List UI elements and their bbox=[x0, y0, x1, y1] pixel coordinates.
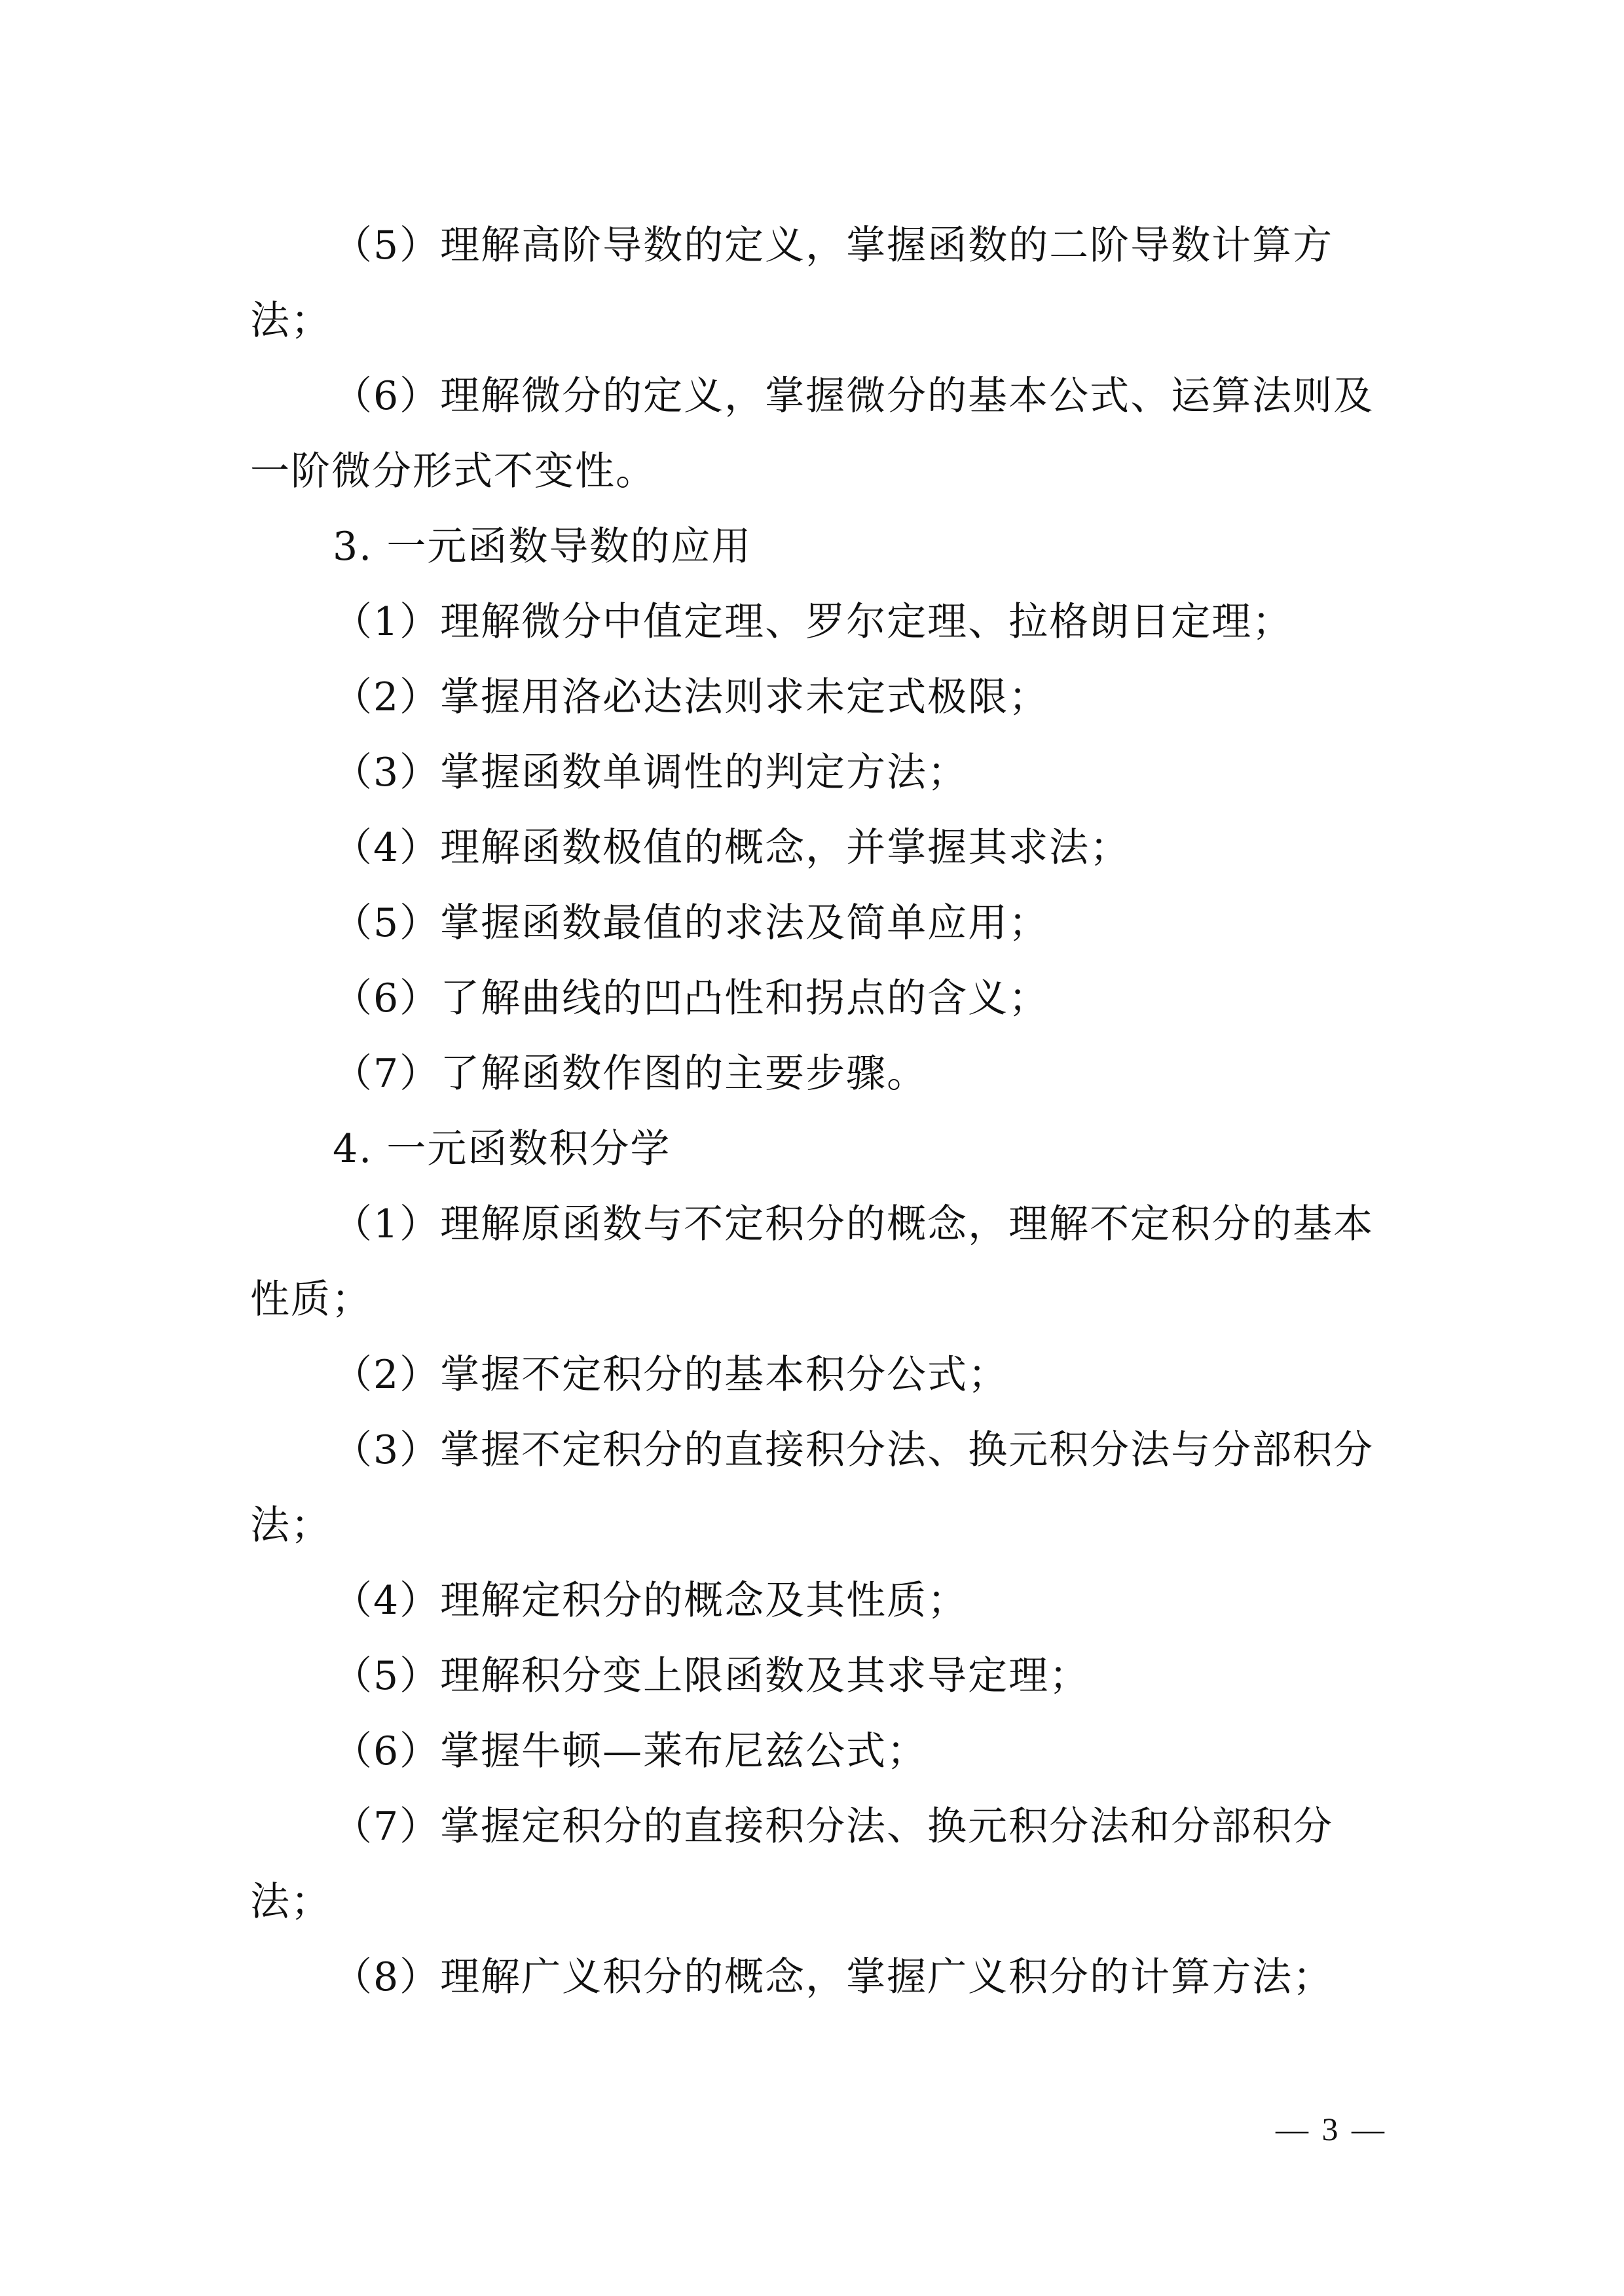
section-heading-3: 3. 一元函数导数的应用 bbox=[333, 524, 752, 570]
list-item-application-4: （4）理解函数极值的概念，并掌握其求法； bbox=[333, 825, 1131, 871]
list-item-integral-6: （6）掌握牛顿—莱布尼兹公式； bbox=[333, 1728, 928, 1774]
list-item-application-3: （3）掌握函数单调性的判定方法； bbox=[333, 750, 969, 795]
list-item-application-7: （7）了解函数作图的主要步骤。 bbox=[333, 1051, 928, 1097]
list-item-integral-4: （4）理解定积分的概念及其性质； bbox=[333, 1578, 969, 1624]
section-heading-4: 4. 一元函数积分学 bbox=[333, 1126, 671, 1172]
list-item-application-2: （2）掌握用洛必达法则求未定式极限； bbox=[333, 674, 1050, 720]
list-item-application-5: （5）掌握函数最值的求法及简单应用； bbox=[333, 900, 1050, 946]
list-item-integral-1: （1）理解原函数与不定积分的概念，理解不定积分的基本性质； bbox=[250, 1201, 1375, 1322]
list-item-integral-2: （2）掌握不定积分的基本积分公式； bbox=[333, 1352, 1009, 1398]
list-item-integral-7: （7）掌握定积分的直接积分法、换元积分法和分部积分法； bbox=[250, 1804, 1334, 1925]
document-body bbox=[250, 208, 1387, 2015]
list-item-application-6: （6）了解曲线的凹凸性和拐点的含义； bbox=[333, 975, 1050, 1021]
list-item-derivative-5: （5）理解高阶导数的定义，掌握函数的二阶导数计算方法； bbox=[250, 223, 1334, 344]
list-item-integral-8: （8）理解广义积分的概念，掌握广义积分的计算方法； bbox=[333, 1954, 1334, 2000]
list-item-integral-5: （5）理解积分变上限函数及其求导定理； bbox=[333, 1653, 1090, 1699]
list-item-derivative-6: （6）理解微分的定义，掌握微分的基本公式、运算法则及一阶微分形式不变性。 bbox=[250, 373, 1375, 494]
page-number: — 3 — bbox=[1276, 2111, 1387, 2147]
list-item-application-1: （1）理解微分中值定理、罗尔定理、拉格朗日定理； bbox=[333, 599, 1293, 645]
list-item-integral-3: （3）掌握不定积分的直接积分法、换元积分法与分部积分法； bbox=[250, 1427, 1375, 1548]
